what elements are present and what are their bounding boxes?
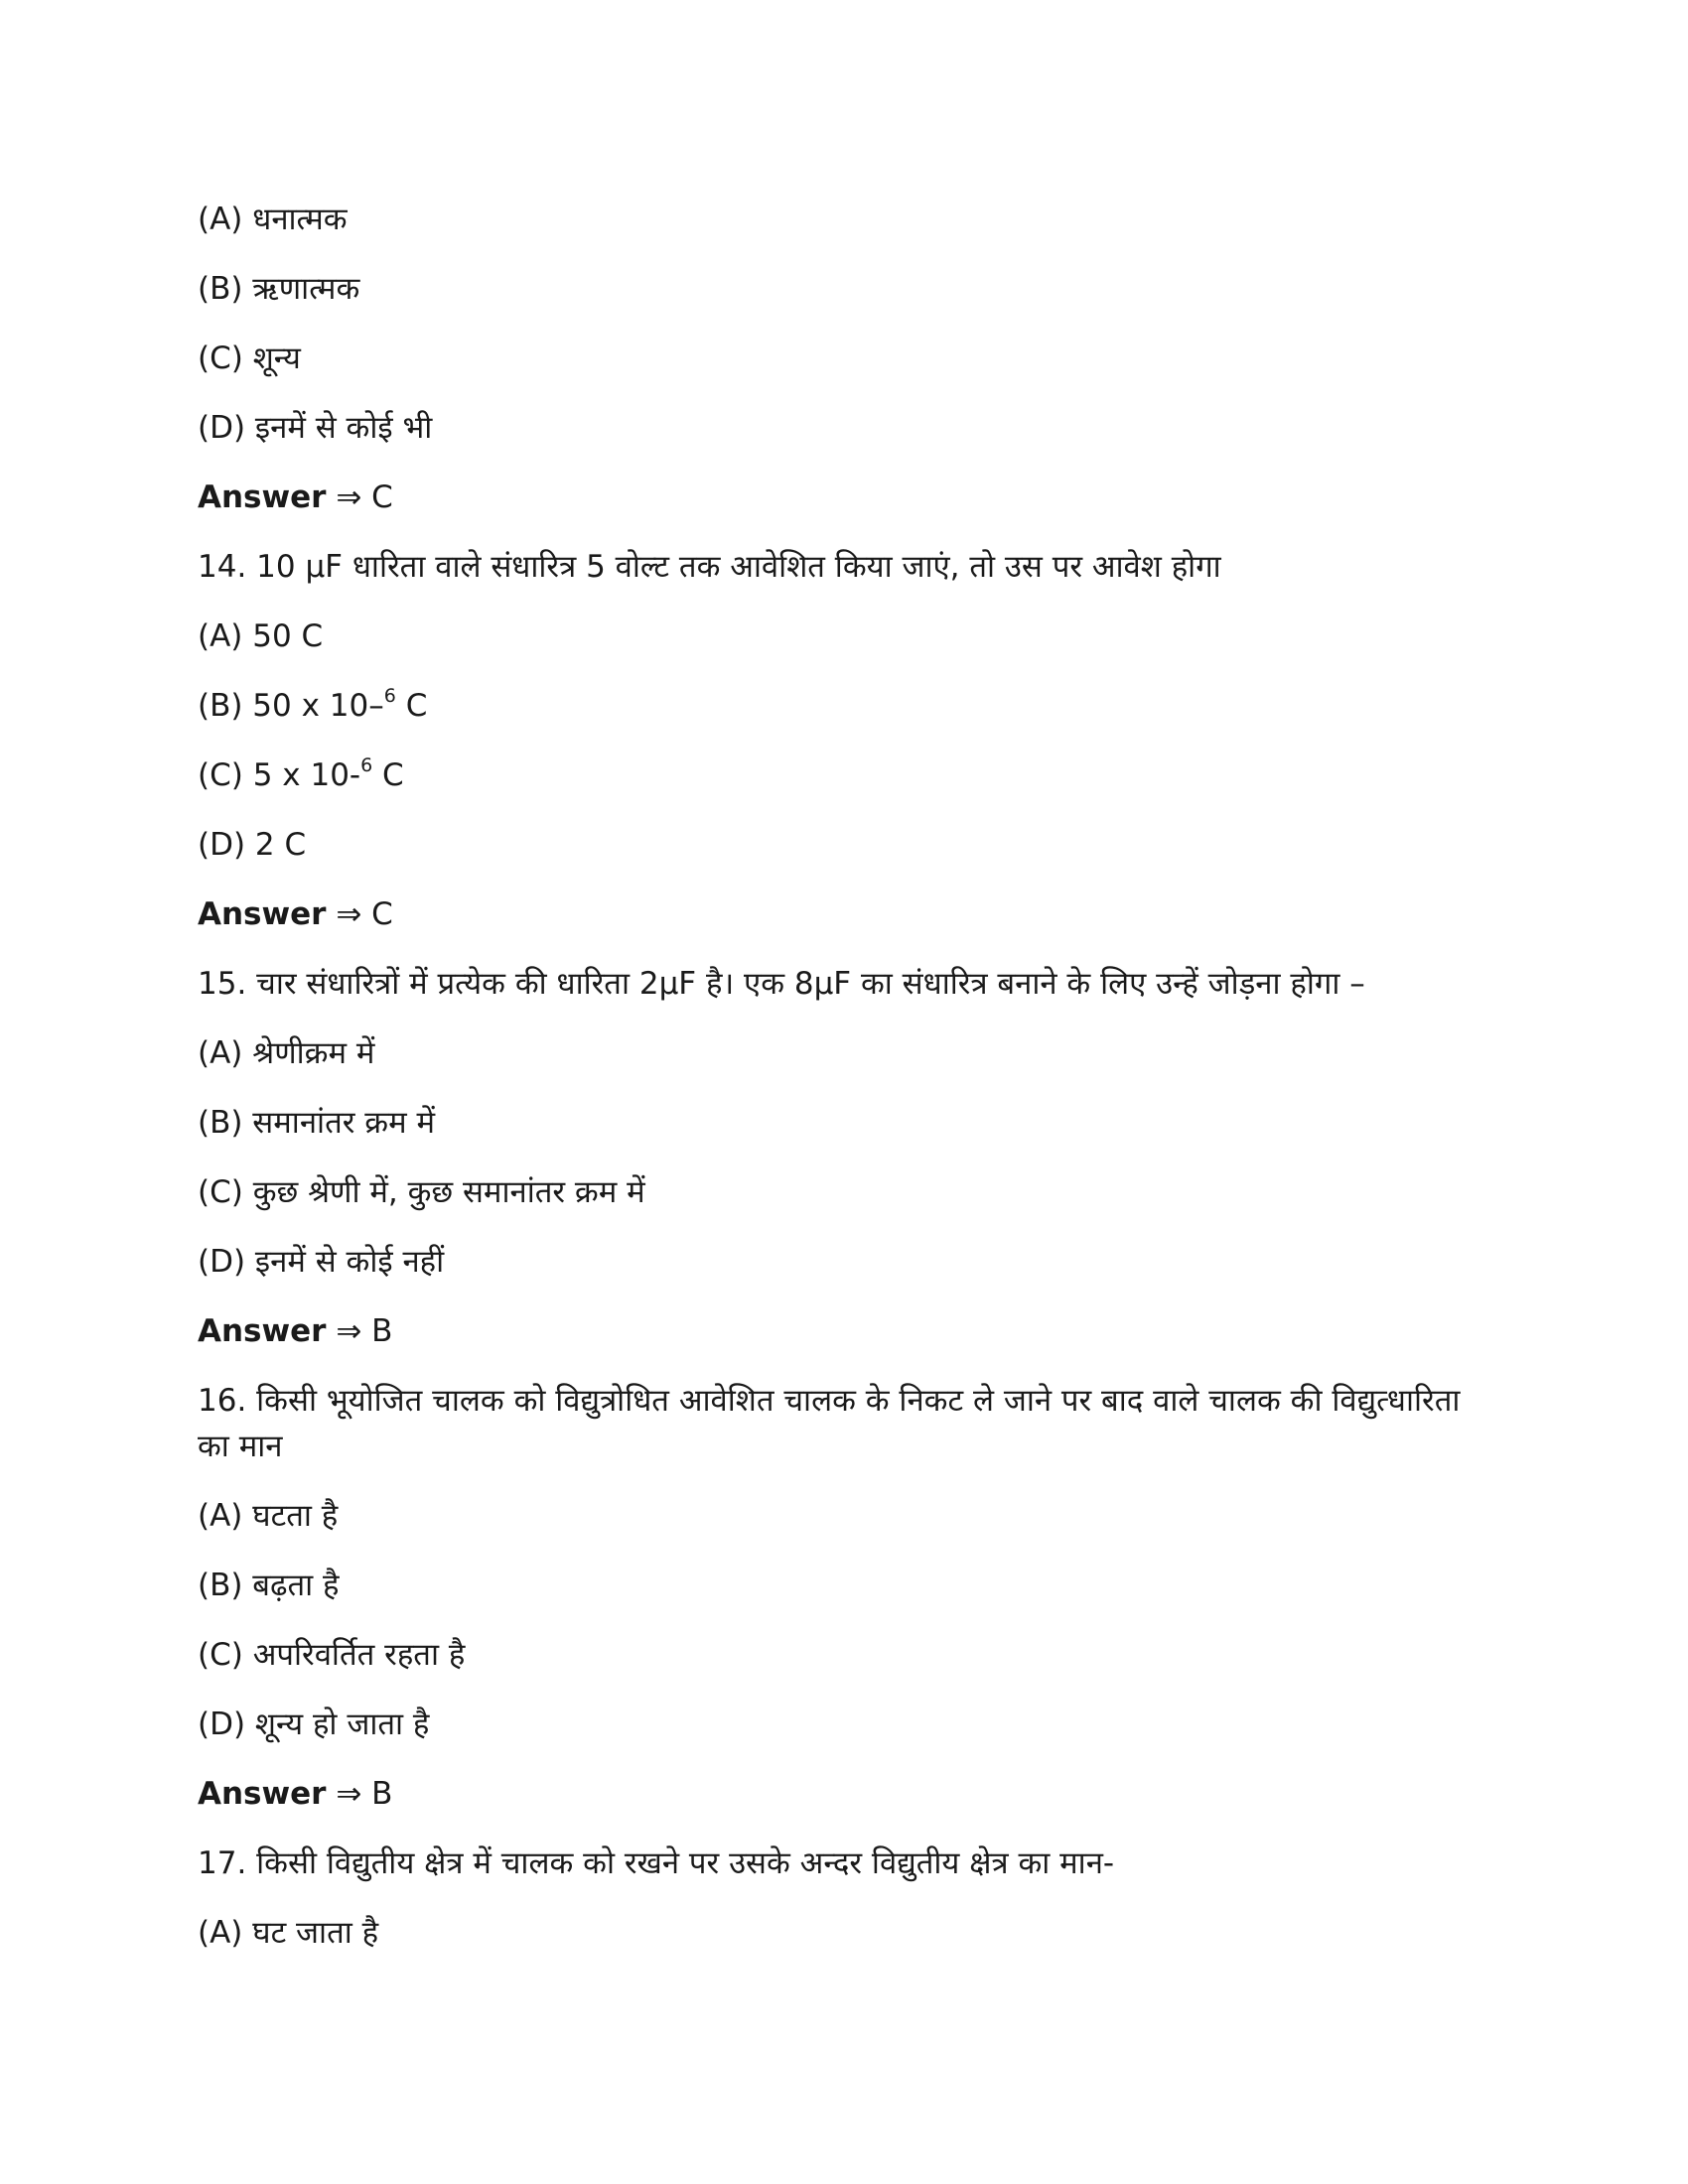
- q14-option-c-unit: C: [372, 757, 404, 793]
- q14-option-d: (D) 2 C: [198, 827, 307, 863]
- q14-option-b-base: (B) 50 x 10–: [198, 688, 384, 724]
- answer-value: ⇒ B: [326, 1313, 393, 1349]
- q13-option-b: (B) ऋणात्मक: [198, 271, 360, 307]
- q17-question: 17. किसी विद्युतीय क्षेत्र में चालक को रखने पर उसके अन्दर विद्युतीय क्षेत्र का मान-: [198, 1845, 1115, 1881]
- answer-value: ⇒ C: [326, 896, 393, 932]
- q15-option-b: (B) समानांतर क्रम में: [198, 1105, 436, 1141]
- q14-option-c-base: (C) 5 x 10-: [198, 757, 361, 793]
- q14-option-a: (A) 50 C: [198, 618, 324, 654]
- q16-option-c: (C) अपरिवर्तित रहता है: [198, 1637, 466, 1673]
- q16-option-d: (D) शून्य हो जाता है: [198, 1706, 430, 1742]
- q15-option-c: (C) कुछ श्रेणी में, कुछ समानांतर क्रम में: [198, 1174, 645, 1210]
- answer-value: ⇒ B: [326, 1776, 393, 1812]
- answer-label: Answer: [198, 1313, 327, 1349]
- q15-option-d: (D) इनमें से कोई नहीं: [198, 1244, 445, 1280]
- q16-answer: [198, 1771, 1488, 1817]
- q13-option-c: (C) शून्य: [198, 341, 301, 376]
- answer-label: Answer: [198, 479, 327, 515]
- q14-option-b-unit: C: [395, 688, 428, 724]
- q17-option-a: (A) घट जाता है: [198, 1915, 379, 1951]
- q16-option-b: (B) बढ़ता है: [198, 1568, 340, 1603]
- q15-question: 15. चार संधारित्रों में प्रत्येक की धारिता 2μF है। एक 8μF का संधारित्र बनाने के लिए उन्हें जोड़ना होगा –: [198, 966, 1365, 1002]
- answer-label: Answer: [198, 896, 327, 932]
- q15-answer: [198, 1308, 1488, 1354]
- q14-option-c: [198, 752, 1488, 798]
- q16-question: 16. किसी भूयोजित चालक को विद्युत्रोधित आवेशित चालक के निकट ले जाने पर बाद वाले चालक की विद्युत्धारिता का मान: [198, 1383, 1461, 1464]
- q14-option-c-exponent: 6: [360, 754, 373, 776]
- answer-label: Answer: [198, 1776, 327, 1812]
- q13-option-a: (A) धनात्मक: [198, 202, 348, 237]
- q13-answer: [198, 475, 1488, 520]
- q15-option-a: (A) श्रेणीक्रम में: [198, 1035, 375, 1071]
- q13-option-d: (D) इनमें से कोई भी: [198, 410, 433, 446]
- q14-option-b: [198, 683, 1488, 729]
- q14-option-b-exponent: 6: [383, 685, 396, 707]
- q14-question: 14. 10 μF धारिता वाले संधारित्र 5 वोल्ट तक आवेशित किया जाएं, तो उस पर आवेश होगा: [198, 549, 1221, 585]
- q16-option-a: (A) घटता है: [198, 1498, 339, 1534]
- answer-value: ⇒ C: [326, 479, 393, 515]
- q14-answer: [198, 891, 1488, 937]
